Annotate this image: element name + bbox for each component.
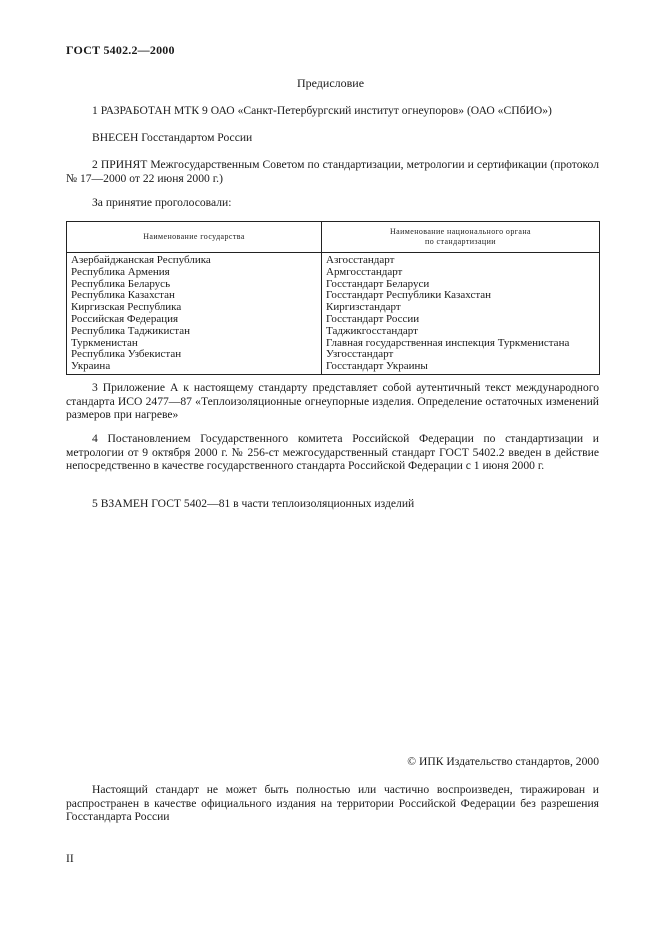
copyright-line: © ИПК Издательство стандартов, 2000 <box>407 755 599 768</box>
reproduction-notice: Настоящий стандарт не может быть полностью или частично воспроизведен, тиражирован и распространен в качестве официального издания на территории Российской Федерации без разрешения Госстандарта России <box>66 783 599 824</box>
cell-state: Украина <box>67 361 322 374</box>
cell-state: Республика Узбекистан <box>67 349 322 361</box>
cell-state: Республика Армения <box>67 267 322 279</box>
section-title: Предисловие <box>296 76 365 90</box>
cell-organ: Узгосстандарт <box>322 349 600 361</box>
cell-organ: Азгосстандарт <box>322 253 600 267</box>
table-row <box>67 361 600 374</box>
cell-organ: Таджикгосстандарт <box>322 326 600 338</box>
item-annex: 3 Приложение А к настоящему стандарту представляет собой аутентичный текст международного стандарта ИСО 2477—87 «Теплоизоляционные огнеупорные изделия. Определение остаточных изменений размеров при нагреве» <box>66 381 599 422</box>
cell-state: Российская Федерация <box>67 314 322 326</box>
table-row <box>67 314 600 326</box>
cell-state: Киргизская Республика <box>67 302 322 314</box>
cell-state: Азербайджанская Республика <box>67 253 322 267</box>
cell-state: Республика Таджикистан <box>67 326 322 338</box>
voting-table <box>66 221 600 375</box>
cell-organ: Госстандарт России <box>322 314 600 326</box>
column-header-organ-line1: Наименование национального органа <box>389 227 531 236</box>
cell-organ: Госстандарт Беларуси <box>322 279 600 291</box>
document-code: ГОСТ 5402.2—2000 <box>66 43 175 57</box>
item-developed: 1 РАЗРАБОТАН МТК 9 ОАО «Санкт-Петербургский институт огнеупоров» (ОАО «СПбИО») <box>92 104 552 117</box>
cell-state: Республика Казахстан <box>67 290 322 302</box>
cell-state: Туркменистан <box>67 338 322 350</box>
column-header-organ-line2: по стандартизации <box>425 237 496 246</box>
item-introduced: ВНЕСЕН Госстандартом России <box>92 131 253 144</box>
cell-organ: Госстандарт Украины <box>322 361 600 374</box>
cell-organ: Армгосстандарт <box>322 267 600 279</box>
table-row <box>67 267 600 279</box>
item-replaces: 5 ВЗАМЕН ГОСТ 5402—81 в части теплоизоляционных изделий <box>92 497 415 510</box>
page-number: II <box>66 852 74 865</box>
item-adopted: 2 ПРИНЯТ Межгосударственным Советом по стандартизации, метрологии и сертификации (протокол № 17—2000 от 22 июня 2000 г.) <box>66 158 599 185</box>
table-row <box>67 326 600 338</box>
cell-state: Республика Беларусь <box>67 279 322 291</box>
voted-label: За принятие проголосовали: <box>92 196 232 209</box>
table-row <box>67 253 600 267</box>
column-header-organ <box>322 222 600 253</box>
cell-organ: Главная государственная инспекция Туркменистана <box>322 338 600 350</box>
table-header-row <box>67 222 600 253</box>
cell-organ: Киргизстандарт <box>322 302 600 314</box>
cell-organ: Госстандарт Республики Казахстан <box>322 290 600 302</box>
item-decree: 4 Постановлением Государственного комитета Российской Федерации по стандартизации и метрологии от 9 октября 2000 г. № 256-ст межгосударственный стандарт ГОСТ 5402.2 введен в действие непосредственно в качестве государственного стандарта Российской Федерации с 1 июня 2000 г. <box>66 432 599 473</box>
column-header-state: Наименование государства <box>67 222 322 253</box>
